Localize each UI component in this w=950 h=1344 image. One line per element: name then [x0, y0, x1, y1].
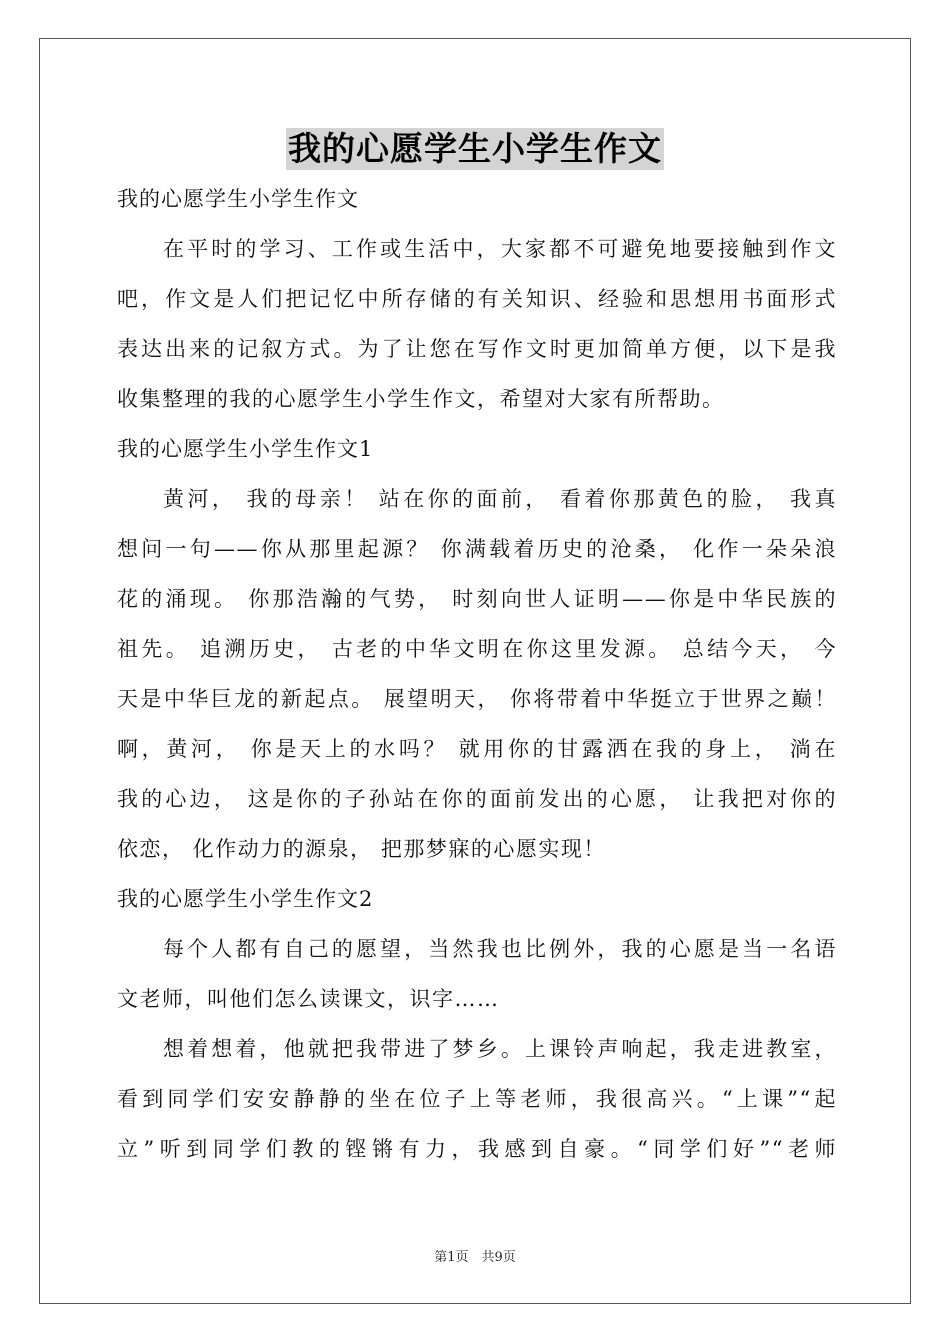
paragraph-line: 在平时的学习、工作或生活中，大家都不可避免地要接触到作文 — [163, 237, 837, 261]
section-heading: 我的心愿学生小学生作文1 — [117, 437, 374, 461]
paragraph-line: 文老师，叫他们怎么读课文，识字…… — [117, 987, 500, 1011]
paragraph-line: 祖先。 追溯历史， 古老的中华文明在你这里发源。 总结今天， 今 — [117, 637, 837, 661]
paragraph-line: 立”听到同学们教的铿锵有力，我感到自豪。“同学们好”“老师 — [117, 1137, 837, 1161]
section-heading: 我的心愿学生小学生作文2 — [117, 887, 374, 911]
paragraph-line: 花的涌现。 你那浩瀚的气势， 时刻向世人证明——你是中华民族的 — [117, 587, 837, 611]
paragraph-line: 想着想着，他就把我带进了梦乡。上课铃声响起，我走进教室， — [163, 1037, 837, 1061]
paragraph-line: 每个人都有自己的愿望，当然我也比例外，我的心愿是当一名语 — [163, 937, 837, 961]
section-heading: 我的心愿学生小学生作文 — [117, 187, 359, 211]
paragraph-line: 吧，作文是人们把记忆中所存储的有关知识、经验和思想用书面形式 — [117, 287, 837, 311]
paragraph-line: 啊，黄河， 你是天上的水吗？ 就用你的甘露洒在我的身上， 淌在 — [117, 737, 837, 761]
paragraph-line: 依恋， 化作动力的源泉， 把那梦寐的心愿实现！ — [117, 837, 606, 861]
paragraph-line: 天是中华巨龙的新起点。 展望明天， 你将带着中华挺立于世界之巅！ — [117, 687, 837, 711]
paragraph-line: 表达出来的记叙方式。为了让您在写作文时更加简单方便，以下是我 — [117, 337, 837, 361]
document-body — [117, 174, 837, 1174]
title-container — [0, 128, 950, 170]
page-footer: 第1页 共9页 — [434, 1250, 516, 1265]
document-title: 我的心愿学生小学生作文 — [288, 129, 662, 168]
paragraph-line: 黄河， 我的母亲！ 站在你的面前， 看着你那黄色的脸， 我真 — [163, 487, 837, 511]
paragraph-line: 我的心边， 这是你的子孙站在你的面前发出的心愿， 让我把对你的 — [117, 787, 837, 811]
paragraph-line: 收集整理的我的心愿学生小学生作文，希望对大家有所帮助。 — [117, 387, 725, 411]
paragraph-line: 想问一句——你从那里起源？ 你满载着历史的沧桑， 化作一朵朵浪 — [117, 537, 837, 561]
paragraph-line: 看到同学们安安静静的坐在位子上等老师，我很高兴。“上课”“起 — [117, 1087, 837, 1111]
